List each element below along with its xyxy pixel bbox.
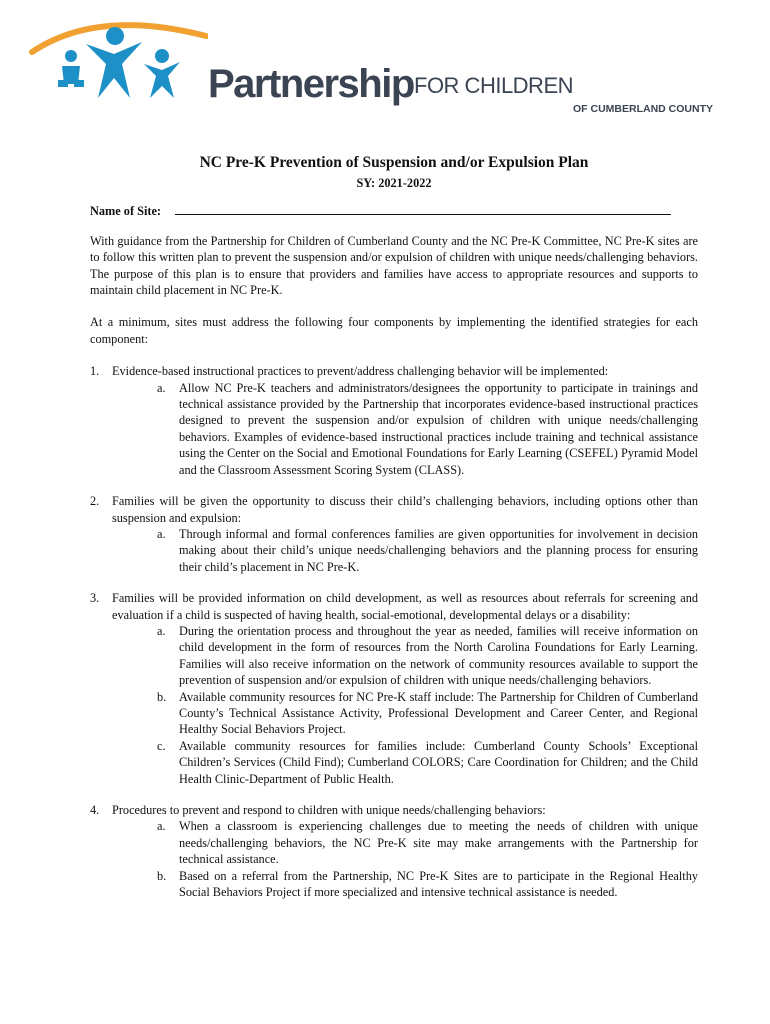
strategy-text: Allow NC Pre-K teachers and administrators/designees the opportunity to participate in trainings and technical assistance provided by the Partnership that incorporates evidence-based instructional practices designed to prevent the suspension and/or expulsion of children with unique needs/challenging behaviors. Examples of evidence-based instructional practices include training and technical assistance using the Center on the Social and Emotional Foundations for Early Learning (CSEFEL) Pyramid Model and the Classroom Assessment Scoring System (CLASS). [179, 380, 698, 477]
school-year: SY: 2021-2022 [356, 176, 432, 190]
component-text: Families will be provided information on child development, as well as resources about referrals for screening and evaluation if a child is suspected of having health, social-emotional, developmental delays or a disability: [112, 591, 698, 622]
strategy-letter: a. [157, 380, 166, 395]
document-title: NC Pre-K Prevention of Suspension and/or Expulsion Plan [199, 154, 589, 171]
component-item [90, 363, 698, 478]
logo-brand-text: Partnership [208, 62, 414, 106]
site-name-blank-line [175, 203, 671, 215]
component-number: 3. [90, 591, 100, 606]
strategy-item [112, 868, 698, 901]
strategy-letter: b. [157, 689, 167, 704]
logo-figures-icon [28, 14, 208, 104]
component-text: Procedures to prevent and respond to children with unique needs/challenging behaviors: [112, 803, 546, 817]
minimum-paragraph: At a minimum, sites must address the following four components by implementing the identified strategies for each component: [90, 315, 698, 346]
component-item [90, 493, 698, 575]
strategy-text: Based on a referral from the Partnership, NC Pre-K Sites are to participate in the Regional Healthy Social Behaviors Project if more specialized and intensive technical assistance is needed. [179, 868, 698, 900]
strategy-item [112, 818, 698, 867]
component-text: Families will be given the opportunity to discuss their child’s challenging behaviors, including options other than suspension and expulsion: [112, 494, 698, 525]
intro-paragraph: With guidance from the Partnership for Children of Cumberland County and the NC Pre-K Committee, NC Pre-K sites are to follow this written plan to prevent the suspension and/or expulsion of children with unique needs/challenging behaviors. The purpose of this plan is to ensure that providers and families have access to appropriate resources and supports to maintain child placement in NC Pre-K. [90, 233, 698, 298]
strategy-item [112, 526, 698, 575]
strategy-letter: a. [157, 526, 166, 541]
strategy-list [112, 623, 698, 787]
component-number: 4. [90, 803, 100, 817]
strategy-text: Available community resources for families include: Cumberland County Schools’ Exceptional Children’s Services (Child Find); Cumberland COLORS; Care Coordination for Children; and the Child Health Clinic-Department of Public Health. [179, 738, 698, 786]
strategy-letter: c. [157, 738, 166, 753]
strategy-letter: b. [157, 868, 167, 883]
strategy-list [112, 526, 698, 575]
strategy-letter: a. [157, 623, 166, 638]
component-number: 2. [90, 494, 100, 509]
strategy-list [112, 818, 698, 900]
strategy-letter: a. [157, 819, 166, 834]
component-text: Evidence-based instructional practices to prevent/address challenging behavior will be implemented: [112, 364, 609, 379]
site-name-label: Name of Site: [90, 204, 162, 219]
component-number: 1. [90, 364, 100, 379]
component-item [90, 590, 698, 787]
strategy-list [112, 380, 698, 478]
strategy-item [112, 689, 698, 738]
document-body [90, 153, 698, 915]
strategy-text: During the orientation process and throughout the year as needed, families will receive information on child development in the form of resources from the North Carolina Foundations for Early Learning. Families will also receive information on the network of community resources available to support the prevention of suspension and/or expulsion of children with unique needs/challenging behaviors. [179, 623, 698, 688]
logo-for-children-text: FOR CHILDREN [414, 73, 574, 98]
strategy-item [112, 623, 698, 689]
strategy-text: When a classroom is experiencing challenges due to meeting the needs of children with unique needs/challenging behaviors, the NC Pre-K site may make arrangements with the Partnership for technical assistance. [179, 819, 698, 867]
components-list [90, 363, 698, 900]
site-name-row [90, 203, 698, 219]
strategy-item [112, 738, 698, 787]
strategy-text: Available community resources for NC Pre-K staff include: The Partnership for Children of Cumberland County’s Technical Assistance Activity, Professional Development and Career Center, and Regional Healthy Social Behaviors Project. [179, 689, 698, 737]
strategy-item [112, 380, 698, 478]
strategy-text: Through informal and formal conferences families are given opportunities for involvement in decision making about their child’s unique needs/challenging behaviors and the planning process for ensuring their child’s placement in NC Pre-K. [179, 526, 698, 574]
logo-county-text: OF CUMBERLAND COUNTY [573, 103, 713, 115]
partnership-logo [28, 14, 718, 120]
component-item [90, 802, 698, 900]
